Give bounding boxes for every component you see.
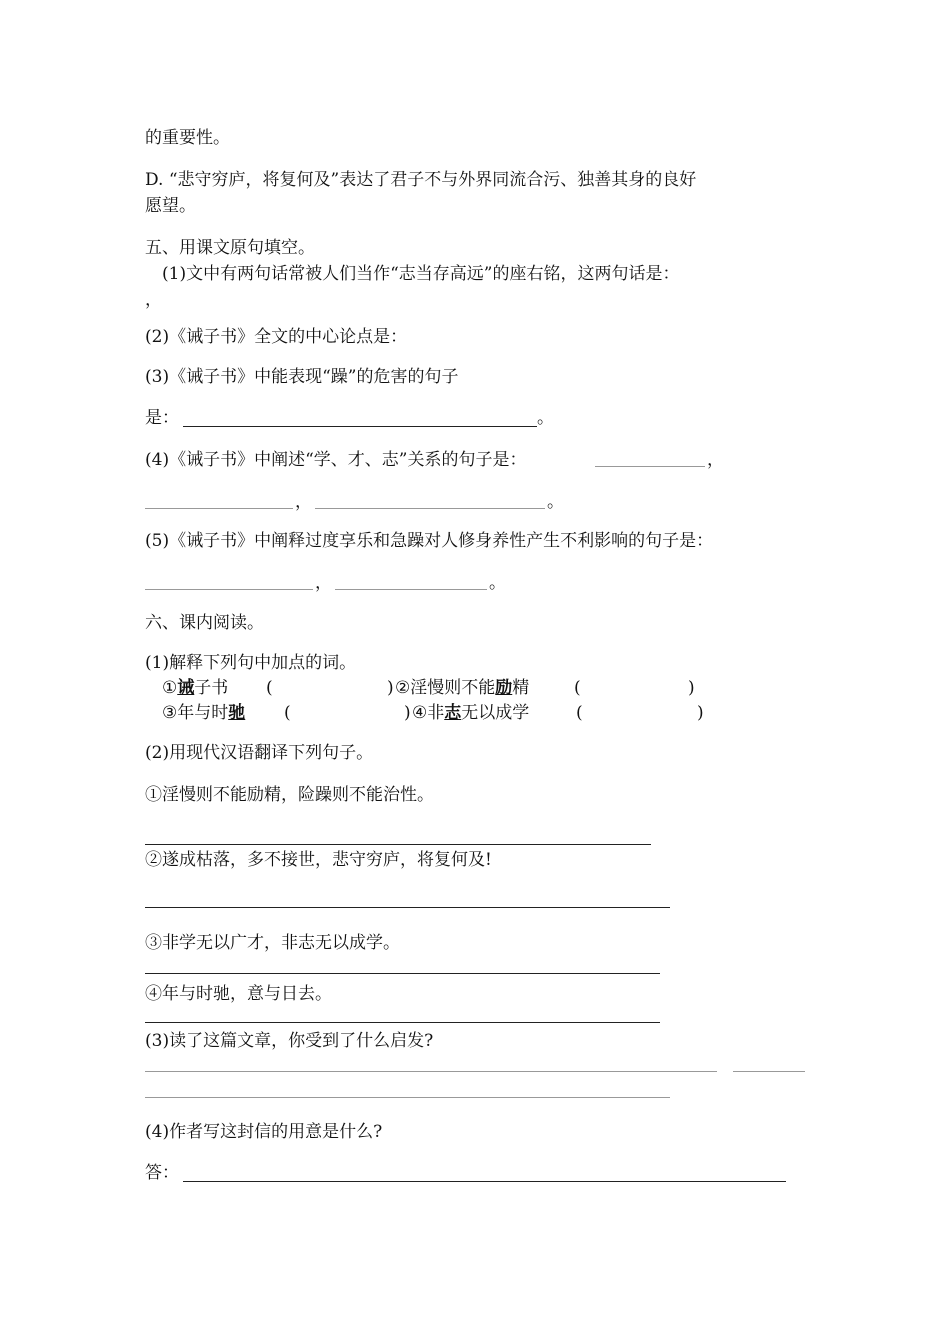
question-5-1-comma: ，: [145, 290, 162, 310]
translation-blank-4[interactable]: [145, 1022, 660, 1023]
question-5-4-comma-a: ，: [707, 450, 724, 470]
question-5-3-prefix: 是：: [145, 408, 179, 428]
text-line-importance: 的重要性。: [145, 128, 230, 148]
answer-blank-5-4-c[interactable]: [315, 508, 545, 509]
translation-blank-2[interactable]: [145, 907, 670, 908]
word-item-2-paren-close: ): [688, 678, 695, 698]
question-5-5: (5)《诫子书》中阐释过度享乐和急躁对人修身养性产生不利影响的句子是：: [145, 531, 714, 551]
question-5-4-period: 。: [547, 492, 564, 512]
sentence-2: ②遂成枯落，多不接世，悲守穷庐，将复何及!: [145, 850, 492, 870]
word-item-3-paren-close: ): [404, 703, 411, 723]
translation-blank-1[interactable]: [145, 844, 651, 845]
section-five-title: 五、用课文原句填空。: [145, 238, 315, 258]
answer-blank-5-4-b[interactable]: [145, 508, 293, 509]
word-item-1-paren-open: (: [266, 678, 273, 698]
sentence-4: ④年与时驰，意与日去。: [145, 984, 332, 1004]
answer-blank-6-3-b[interactable]: [733, 1071, 805, 1072]
answer-blank-5-3[interactable]: [183, 426, 537, 427]
question-5-4: (4)《诫子书》中阐述“学、才、志”关系的句子是：: [145, 450, 527, 470]
word-item-2: ②淫慢则不能励精: [395, 678, 530, 698]
dotted-word-1: 诫: [177, 678, 195, 698]
answer-blank-5-5-a[interactable]: [145, 589, 313, 590]
question-6-4: (4)作者写这封信的用意是什么?: [145, 1122, 383, 1142]
question-5-2: (2)《诫子书》全文的中心论点是：: [145, 327, 408, 347]
dotted-word-3: 驰: [228, 703, 246, 723]
dotted-word-2: 励: [495, 678, 513, 698]
word-item-2-paren-open: (: [574, 678, 581, 698]
question-5-1: (1)文中有两句话常被人们当作“志当存高远”的座右铭，这两句话是：: [162, 264, 680, 284]
sentence-3: ③非学无以广才，非志无以成学。: [145, 933, 400, 953]
section-six-title: 六、课内阅读。: [145, 613, 264, 633]
question-6-2: (2)用现代汉语翻译下列句子。: [145, 743, 374, 763]
answer-blank-5-5-b[interactable]: [335, 589, 487, 590]
sentence-1: ①淫慢则不能励精，险躁则不能治性。: [145, 785, 434, 805]
dotted-word-4: 志: [444, 703, 462, 723]
word-item-3-paren-open: (: [284, 703, 291, 723]
word-item-4-paren-close: ): [697, 703, 704, 723]
question-5-4-comma-b: ，: [295, 492, 312, 512]
option-d-line-1: D. “悲守穷庐，将复何及”表达了君子不与外界同流合污、独善其身的良好: [145, 170, 697, 190]
answer-blank-6-4[interactable]: [183, 1181, 786, 1182]
word-item-4: ④非志无以成学: [412, 703, 530, 723]
translation-blank-3[interactable]: [145, 973, 660, 974]
word-item-4-paren-open: (: [576, 703, 583, 723]
question-5-5-comma: ，: [315, 573, 332, 593]
answer-blank-6-3-a[interactable]: [145, 1071, 717, 1072]
word-item-1-paren-close: ): [387, 678, 394, 698]
question-6-1: (1)解释下列句中加点的词。: [145, 653, 357, 673]
word-item-1: ①诫子书: [162, 678, 229, 698]
question-5-3: (3)《诫子书》中能表现“躁”的危害的句子: [145, 367, 459, 387]
question-5-3-end: 。: [537, 408, 554, 428]
answer-blank-6-3-c[interactable]: [145, 1097, 670, 1098]
question-5-5-period: 。: [489, 573, 506, 593]
question-6-3: (3)读了这篇文章，你受到了什么启发?: [145, 1031, 434, 1051]
answer-prefix: 答：: [145, 1163, 179, 1183]
answer-blank-5-4-a[interactable]: [595, 466, 705, 467]
word-item-3: ③年与时驰: [162, 703, 246, 723]
option-d-line-2: 愿望。: [145, 196, 196, 216]
